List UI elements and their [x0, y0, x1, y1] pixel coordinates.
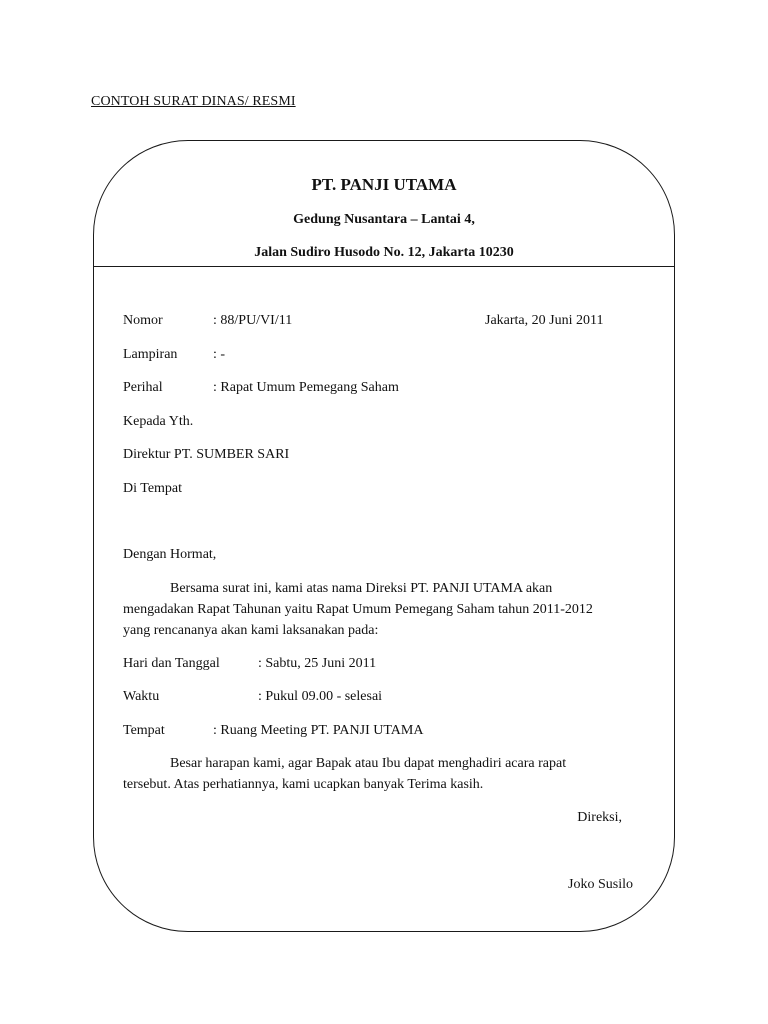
- lampiran-label: Lampiran: [123, 347, 178, 362]
- recipient-line-1: Kepada Yth.: [123, 414, 194, 429]
- lampiran-value: : -: [213, 347, 226, 362]
- place-label: Tempat: [123, 723, 165, 738]
- time-value: : Pukul 09.00 - selesai: [258, 689, 383, 704]
- body-line-2: mengadakan Rapat Tahunan yaitu Rapat Umum Pemegang Saham tahun 2011-2012: [123, 602, 593, 617]
- day-label: Hari dan Tanggal: [123, 656, 220, 671]
- perihal-label: Perihal: [123, 380, 163, 395]
- document-heading: CONTOH SURAT DINAS/ RESMI: [91, 94, 296, 109]
- day-value: : Sabtu, 25 Juni 2011: [258, 656, 377, 671]
- nomor-value: : 88/PU/VI/11: [213, 313, 293, 328]
- letterhead-company: PT. PANJI UTAMA: [311, 175, 457, 194]
- letterhead-address: Jalan Sudiro Husodo No. 12, Jakarta 10230: [254, 245, 514, 260]
- signature-name: Joko Susilo: [568, 877, 633, 892]
- recipient-line-2: Direktur PT. SUMBER SARI: [123, 447, 290, 462]
- closing-line-1: Besar harapan kami, agar Bapak atau Ibu dapat menghadiri acara rapat: [170, 756, 567, 771]
- nomor-label: Nomor: [123, 313, 163, 328]
- body-line-1: Bersama surat ini, kami atas nama Direksi PT. PANJI UTAMA akan: [170, 581, 553, 596]
- body-line-3: yang rencananya akan kami laksanakan pada:: [123, 623, 379, 638]
- place-date: Jakarta, 20 Juni 2011: [485, 313, 604, 328]
- place-value: : Ruang Meeting PT. PANJI UTAMA: [213, 723, 424, 738]
- perihal-value: : Rapat Umum Pemegang Saham: [213, 380, 399, 395]
- time-label: Waktu: [123, 689, 160, 704]
- recipient-line-3: Di Tempat: [123, 481, 183, 496]
- letterhead-building: Gedung Nusantara – Lantai 4,: [293, 212, 475, 227]
- signature-title: Direksi,: [577, 810, 622, 825]
- letterhead-divider: [93, 266, 675, 267]
- salutation: Dengan Hormat,: [123, 547, 217, 562]
- closing-line-2: tersebut. Atas perhatiannya, kami ucapkan banyak Terima kasih.: [123, 777, 484, 792]
